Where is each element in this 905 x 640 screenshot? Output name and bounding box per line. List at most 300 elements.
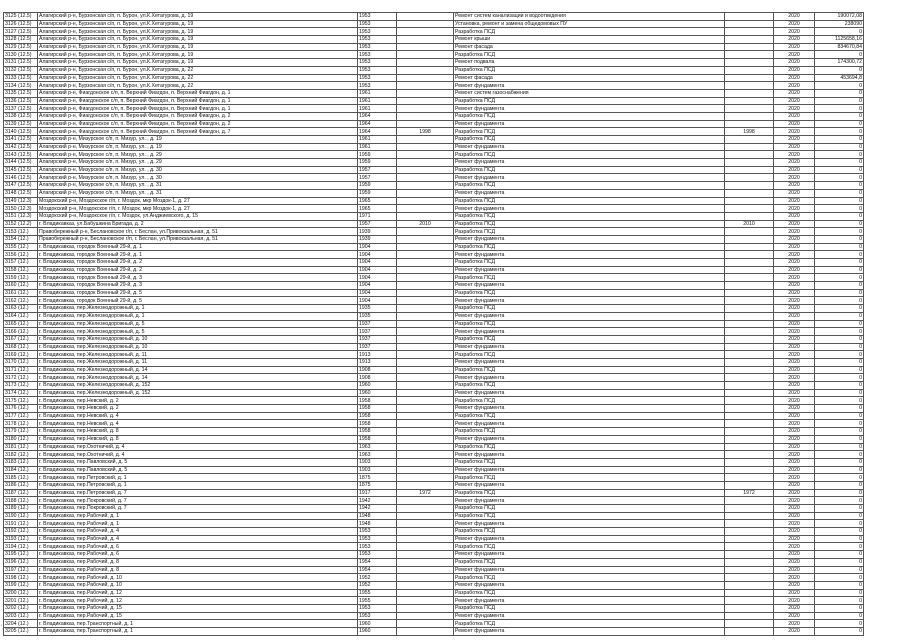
row-number: 3163 (12.) — [4, 305, 38, 313]
work-type-cell: Разработка ПСД — [454, 259, 725, 267]
last-repair-year-cell — [725, 374, 774, 382]
build-year-cell: 1952 — [358, 581, 397, 589]
build-year-cell: 1913 — [358, 351, 397, 359]
planned-year-cell: 2020 — [774, 205, 815, 213]
work-type-cell: Разработка ПСД — [454, 458, 725, 466]
overhaul-year-cell — [397, 366, 454, 374]
cost-cell: 0 — [815, 474, 864, 482]
row-number: 3155 (12.) — [4, 243, 38, 251]
planned-year-cell: 2020 — [774, 581, 815, 589]
planned-year-cell: 2020 — [774, 112, 815, 120]
table-row — [4, 328, 864, 336]
row-number: 3158 (12.) — [4, 266, 38, 274]
planned-year-cell: 2020 — [774, 558, 815, 566]
planned-year-cell: 2020 — [774, 36, 815, 44]
planned-year-cell: 2020 — [774, 604, 815, 612]
work-type-cell: Разработка ПСД — [454, 620, 725, 628]
address-cell: г. Владикавказ, пер.Невский, д. 8 — [38, 435, 358, 443]
row-number: 3186 (12.) — [4, 481, 38, 489]
overhaul-year-cell — [397, 59, 454, 67]
table-row — [4, 120, 864, 128]
planned-year-cell: 2020 — [774, 235, 815, 243]
work-type-cell: Разработка ПСД — [454, 512, 725, 520]
planned-year-cell: 2020 — [774, 97, 815, 105]
overhaul-year-cell — [397, 305, 454, 313]
table-row — [4, 589, 864, 597]
address-cell: Алагирский р-н, Мизурское с/п, п. Мизур, ул. , д. 19 — [38, 143, 358, 151]
overhaul-year-cell — [397, 481, 454, 489]
work-type-cell: Ремонт систем газоснабжения — [454, 89, 725, 97]
build-year-cell: 1954 — [358, 558, 397, 566]
address-cell: Алагирский р-н, Фиагдонское с/п, п. Верхний Фиагдон, п. Верхний Фиагдон, д. 2 — [38, 112, 358, 120]
planned-year-cell: 2020 — [774, 82, 815, 90]
row-number: 3205 (12.) — [4, 628, 38, 636]
last-repair-year-cell — [725, 382, 774, 390]
cost-cell: 0 — [815, 458, 864, 466]
cost-cell: 0 — [815, 512, 864, 520]
table-row — [4, 412, 864, 420]
work-type-cell: Ремонт фундамента — [454, 297, 725, 305]
last-repair-year-cell — [725, 505, 774, 513]
cost-cell: 0 — [815, 128, 864, 136]
address-cell: г. Владикавказ, пер.Железнодорожный, д. 10 — [38, 335, 358, 343]
build-year-cell: 1957 — [358, 174, 397, 182]
address-cell: г. Владикавказ, пер.Рабочий, д. 4 — [38, 535, 358, 543]
planned-year-cell: 2020 — [774, 535, 815, 543]
table-body — [4, 13, 864, 636]
planned-year-cell: 2020 — [774, 312, 815, 320]
row-number: 3196 (12.) — [4, 558, 38, 566]
cost-cell: 0 — [815, 358, 864, 366]
last-repair-year-cell — [725, 474, 774, 482]
last-repair-year-cell — [725, 458, 774, 466]
address-cell: г. Владикавказ, городок Военный 29-й, д. 5 — [38, 297, 358, 305]
cost-cell: 0 — [815, 282, 864, 290]
address-cell: г. Владикавказ, пер.Железнодорожный, д. 14 — [38, 366, 358, 374]
work-type-cell: Разработка ПСД — [454, 474, 725, 482]
overhaul-year-cell — [397, 182, 454, 190]
last-repair-year-cell — [725, 397, 774, 405]
table-row — [4, 335, 864, 343]
build-year-cell: 1964 — [358, 128, 397, 136]
table-row — [4, 366, 864, 374]
build-year-cell: 1942 — [358, 497, 397, 505]
cost-cell: 0 — [815, 612, 864, 620]
overhaul-year-cell — [397, 89, 454, 97]
planned-year-cell: 2020 — [774, 458, 815, 466]
build-year-cell: 1965 — [358, 197, 397, 205]
work-type-cell: Ремонт фундамента — [454, 481, 725, 489]
address-cell: г. Владикавказ, пер.Рабочий, д. 8 — [38, 558, 358, 566]
cost-cell: 0 — [815, 397, 864, 405]
last-repair-year-cell — [725, 197, 774, 205]
build-year-cell: 1961 — [358, 136, 397, 144]
planned-year-cell: 2020 — [774, 328, 815, 336]
table-row — [4, 297, 864, 305]
planned-year-cell: 2020 — [774, 182, 815, 190]
build-year-cell: 1958 — [358, 405, 397, 413]
table-row — [4, 235, 864, 243]
row-number: 3188 (12.) — [4, 497, 38, 505]
last-repair-year-cell — [725, 435, 774, 443]
build-year-cell: 1935 — [358, 305, 397, 313]
overhaul-year-cell — [397, 535, 454, 543]
address-cell: г. Владикавказ, пер.Рабочий, д. 6 — [38, 551, 358, 559]
address-cell: г. Владикавказ, пер.Железнодорожный, д. 14 — [38, 374, 358, 382]
row-number: 3197 (12.) — [4, 566, 38, 574]
cost-cell: 0 — [815, 435, 864, 443]
last-repair-year-cell — [725, 343, 774, 351]
overhaul-year-cell — [397, 228, 454, 236]
work-type-cell: Разработка ПСД — [454, 382, 725, 390]
address-cell: г. Владикавказ, пер.Рабочий, д. 12 — [38, 589, 358, 597]
build-year-cell: 1954 — [358, 566, 397, 574]
table-row — [4, 220, 864, 228]
work-type-cell: Ремонт фасада — [454, 74, 725, 82]
row-number: 3170 (12.) — [4, 358, 38, 366]
cost-cell: 0 — [815, 82, 864, 90]
row-number: 3147 (12.5) — [4, 182, 38, 190]
address-cell: г. Владикавказ, пер.Железнодорожный, д. 11 — [38, 351, 358, 359]
overhaul-year-cell — [397, 189, 454, 197]
build-year-cell: 1903 — [358, 458, 397, 466]
address-cell: г. Владикавказ, пер.Рабочий, д. 1 — [38, 512, 358, 520]
planned-year-cell: 2020 — [774, 66, 815, 74]
work-type-cell: Ремонт фундамента — [454, 435, 725, 443]
row-number: 3192 (12.) — [4, 528, 38, 536]
table-row — [4, 174, 864, 182]
last-repair-year-cell — [725, 551, 774, 559]
planned-year-cell: 2020 — [774, 520, 815, 528]
last-repair-year-cell — [725, 620, 774, 628]
cost-cell: 0 — [815, 551, 864, 559]
last-repair-year-cell — [725, 143, 774, 151]
row-number: 3165 (12.) — [4, 320, 38, 328]
table-row — [4, 389, 864, 397]
last-repair-year-cell — [725, 36, 774, 44]
build-year-cell: 1942 — [358, 505, 397, 513]
last-repair-year-cell — [725, 105, 774, 113]
work-type-cell: Ремонт фундамента — [454, 451, 725, 459]
overhaul-year-cell — [397, 205, 454, 213]
row-number: 3202 (12.) — [4, 604, 38, 612]
address-cell: Алагирский р-н, Фиагдонское с/п, п. Верхний Фиагдон, п. Верхний Фиагдон, д. 1 — [38, 89, 358, 97]
last-repair-year-cell — [725, 174, 774, 182]
planned-year-cell: 2020 — [774, 366, 815, 374]
cost-cell: 0 — [815, 628, 864, 636]
table-row — [4, 259, 864, 267]
planned-year-cell: 2020 — [774, 212, 815, 220]
address-cell: Моздокский р-н, Моздокское г/п, г. Моздок, мкр Моздок-1, д. 27 — [38, 205, 358, 213]
address-cell: г. Владикавказ, пер.Рабочий, д. 15 — [38, 604, 358, 612]
last-repair-year-cell — [725, 628, 774, 636]
address-cell: г. Владикавказ, пер.Транспортный, д. 1 — [38, 620, 358, 628]
overhaul-year-cell — [397, 343, 454, 351]
row-number: 3185 (12.) — [4, 474, 38, 482]
overhaul-year-cell — [397, 589, 454, 597]
address-cell: Алагирский р-н, Бурзонская с/п, п. Бурон, ул.К.Хетагурова, д. 19 — [38, 20, 358, 28]
planned-year-cell: 2020 — [774, 197, 815, 205]
work-type-cell: Разработка ПСД — [454, 112, 725, 120]
build-year-cell: 1953 — [358, 59, 397, 67]
row-number: 3169 (12.) — [4, 351, 38, 359]
work-type-cell: Ремонт фундамента — [454, 266, 725, 274]
address-cell: г. Владикавказ, пер.Павловский, д. 5 — [38, 458, 358, 466]
work-type-cell: Разработка ПСД — [454, 366, 725, 374]
work-type-cell: Ремонт фундамента — [454, 405, 725, 413]
build-year-cell: 1953 — [358, 36, 397, 44]
table-row — [4, 251, 864, 259]
build-year-cell: 1960 — [358, 382, 397, 390]
work-type-cell: Ремонт фундамента — [454, 120, 725, 128]
build-year-cell: 1963 — [358, 443, 397, 451]
work-type-cell: Разработка ПСД — [454, 182, 725, 190]
planned-year-cell: 2020 — [774, 489, 815, 497]
planned-year-cell: 2020 — [774, 289, 815, 297]
row-number: 3160 (12.) — [4, 282, 38, 290]
build-year-cell: 1904 — [358, 297, 397, 305]
cost-cell: 0 — [815, 235, 864, 243]
row-number: 3175 (12.) — [4, 397, 38, 405]
address-cell: Моздокский р-н, Моздокское г/п, г. Моздок, ул.Анджиевского, д. 15 — [38, 212, 358, 220]
planned-year-cell: 2020 — [774, 543, 815, 551]
address-cell: г. Владикавказ, пер.Рабочий, д. 6 — [38, 543, 358, 551]
build-year-cell: 1958 — [358, 435, 397, 443]
build-year-cell: 1964 — [358, 112, 397, 120]
row-number: 3180 (12.) — [4, 435, 38, 443]
last-repair-year-cell — [725, 13, 774, 21]
planned-year-cell: 2020 — [774, 397, 815, 405]
planned-year-cell: 2020 — [774, 266, 815, 274]
cost-cell: 0 — [815, 159, 864, 167]
work-type-cell: Ремонт фундамента — [454, 343, 725, 351]
cost-cell: 0 — [815, 197, 864, 205]
planned-year-cell: 2020 — [774, 412, 815, 420]
overhaul-year-cell — [397, 412, 454, 420]
overhaul-year-cell — [397, 466, 454, 474]
work-type-cell: Разработка ПСД — [454, 97, 725, 105]
cost-cell: 0 — [815, 581, 864, 589]
overhaul-year-cell — [397, 528, 454, 536]
build-year-cell: 1959 — [358, 189, 397, 197]
table-row — [4, 382, 864, 390]
row-number: 3134 (12.5) — [4, 82, 38, 90]
overhaul-year-cell — [397, 604, 454, 612]
cost-cell: 0 — [815, 97, 864, 105]
last-repair-year-cell — [725, 428, 774, 436]
row-number: 3166 (12.) — [4, 328, 38, 336]
build-year-cell: 1958 — [358, 397, 397, 405]
address-cell: г. Владикавказ, пер.Петровский, д. 1 — [38, 481, 358, 489]
table-row — [4, 558, 864, 566]
build-year-cell: 1958 — [358, 428, 397, 436]
last-repair-year-cell — [725, 274, 774, 282]
work-type-cell: Ремонт фундамента — [454, 358, 725, 366]
planned-year-cell: 2020 — [774, 74, 815, 82]
row-number: 3153 (12.) — [4, 228, 38, 236]
table-row — [4, 274, 864, 282]
build-year-cell: 1959 — [358, 151, 397, 159]
overhaul-year-cell — [397, 259, 454, 267]
table-row — [4, 451, 864, 459]
table-row — [4, 405, 864, 413]
address-cell: г. Владикавказ, пер.Железнодорожный, д. 5 — [38, 320, 358, 328]
table-row — [4, 36, 864, 44]
overhaul-year-cell — [397, 197, 454, 205]
row-number: 3146 (12.5) — [4, 174, 38, 182]
last-repair-year-cell — [725, 305, 774, 313]
build-year-cell: 1913 — [358, 358, 397, 366]
address-cell: Алагирский р-н, Бурзонская с/п, п. Бурон, ул.К.Хетагурова, д. 19 — [38, 51, 358, 59]
overhaul-year-cell — [397, 320, 454, 328]
address-cell: Алагирский р-н, Фиагдонское с/п, п. Верхний Фиагдон, п. Верхний Фиагдон, д. 1 — [38, 105, 358, 113]
table-row — [4, 197, 864, 205]
table-row — [4, 458, 864, 466]
build-year-cell: 1953 — [358, 43, 397, 51]
margin-mark: ', — [1, 625, 4, 631]
work-type-cell: Ремонт фундамента — [454, 597, 725, 605]
planned-year-cell: 2020 — [774, 282, 815, 290]
overhaul-year-cell — [397, 581, 454, 589]
table-row — [4, 520, 864, 528]
row-number: 3173 (12.) — [4, 382, 38, 390]
row-number: 3194 (12.) — [4, 543, 38, 551]
planned-year-cell: 2020 — [774, 59, 815, 67]
row-number: 3174 (12.) — [4, 389, 38, 397]
overhaul-year-cell — [397, 574, 454, 582]
build-year-cell: 1964 — [358, 120, 397, 128]
last-repair-year-cell: 2010 — [725, 220, 774, 228]
work-type-cell: Разработка ПСД — [454, 228, 725, 236]
last-repair-year-cell — [725, 566, 774, 574]
last-repair-year-cell — [725, 443, 774, 451]
row-number: 3142 (12.5) — [4, 143, 38, 151]
planned-year-cell: 2020 — [774, 228, 815, 236]
row-number: 3168 (12.) — [4, 343, 38, 351]
row-number: 3133 (12.5) — [4, 74, 38, 82]
table-row — [4, 628, 864, 636]
work-type-cell: Ремонт фундамента — [454, 328, 725, 336]
table-row — [4, 89, 864, 97]
overhaul-year-cell — [397, 428, 454, 436]
overhaul-year-cell — [397, 474, 454, 482]
build-year-cell: 1904 — [358, 251, 397, 259]
overhaul-year-cell — [397, 351, 454, 359]
table-row — [4, 497, 864, 505]
address-cell: Алагирский р-н, Мизурское с/п, п. Мизур, ул. , д. 29 — [38, 151, 358, 159]
last-repair-year-cell — [725, 120, 774, 128]
overhaul-year-cell — [397, 497, 454, 505]
build-year-cell: 1953 — [358, 528, 397, 536]
row-number: 3131 (12.5) — [4, 59, 38, 67]
row-number: 3172 (12.) — [4, 374, 38, 382]
build-year-cell: 1958 — [358, 420, 397, 428]
row-number: 3167 (12.) — [4, 335, 38, 343]
cost-cell: 0 — [815, 558, 864, 566]
row-number: 3143 (12.5) — [4, 151, 38, 159]
build-year-cell: 1959 — [358, 159, 397, 167]
address-cell: г. Владикавказ, пер.Рабочий, д. 4 — [38, 528, 358, 536]
table-row — [4, 351, 864, 359]
row-number: 3179 (12.) — [4, 428, 38, 436]
planned-year-cell: 2020 — [774, 151, 815, 159]
planned-year-cell: 2020 — [774, 120, 815, 128]
work-type-cell: Разработка ПСД — [454, 151, 725, 159]
planned-year-cell: 2020 — [774, 51, 815, 59]
planned-year-cell: 2020 — [774, 620, 815, 628]
last-repair-year-cell — [725, 82, 774, 90]
table-row — [4, 13, 864, 21]
build-year-cell: 1875 — [358, 474, 397, 482]
work-type-cell: Разработка ПСД — [454, 66, 725, 74]
row-number: 3200 (12.) — [4, 589, 38, 597]
address-cell: г. Владикавказ, пер.Железнодорожный, д. 152 — [38, 382, 358, 390]
cost-cell: 0 — [815, 120, 864, 128]
row-number: 3148 (12.5) — [4, 189, 38, 197]
row-number: 3129 (12.5) — [4, 43, 38, 51]
last-repair-year-cell — [725, 136, 774, 144]
planned-year-cell: 2020 — [774, 612, 815, 620]
last-repair-year-cell — [725, 289, 774, 297]
cost-cell: 0 — [815, 343, 864, 351]
planned-year-cell: 2020 — [774, 505, 815, 513]
cost-cell: 0 — [815, 228, 864, 236]
build-year-cell: 1953 — [358, 66, 397, 74]
row-number: 3137 (12.5) — [4, 105, 38, 113]
last-repair-year-cell — [725, 74, 774, 82]
last-repair-year-cell — [725, 166, 774, 174]
overhaul-year-cell — [397, 112, 454, 120]
build-year-cell: 1965 — [358, 205, 397, 213]
table-row — [4, 343, 864, 351]
build-year-cell: 1953 — [358, 74, 397, 82]
address-cell: Алагирский р-н, Мизурское с/п, п. Мизур, ул. , д. 31 — [38, 182, 358, 190]
build-year-cell: 1961 — [358, 97, 397, 105]
table-row — [4, 97, 864, 105]
overhaul-year-cell — [397, 566, 454, 574]
planned-year-cell: 2020 — [774, 166, 815, 174]
overhaul-year-cell: 2010 — [397, 220, 454, 228]
row-number: 3164 (12.) — [4, 312, 38, 320]
overhaul-year-cell — [397, 512, 454, 520]
last-repair-year-cell: 1998 — [725, 128, 774, 136]
last-repair-year-cell — [725, 481, 774, 489]
work-type-cell: Разработка ПСД — [454, 305, 725, 313]
cost-cell: 0 — [815, 497, 864, 505]
planned-year-cell: 2020 — [774, 220, 815, 228]
work-type-cell: Ремонт крыши — [454, 36, 725, 44]
address-cell: г. Владикавказ, городок Военный 29-й, д. 2 — [38, 259, 358, 267]
planned-year-cell: 2020 — [774, 351, 815, 359]
cost-cell: 190072,08 — [815, 13, 864, 21]
cost-cell: 0 — [815, 189, 864, 197]
table-row — [4, 597, 864, 605]
last-repair-year-cell — [725, 159, 774, 167]
overhaul-year-cell — [397, 66, 454, 74]
overhaul-year-cell — [397, 297, 454, 305]
table-row — [4, 528, 864, 536]
table-row — [4, 420, 864, 428]
row-number: 3138 (12.5) — [4, 112, 38, 120]
work-type-cell: Ремонт фундамента — [454, 312, 725, 320]
address-cell: г. Владикавказ, пер.Рабочий, д. 12 — [38, 597, 358, 605]
overhaul-year-cell — [397, 74, 454, 82]
cost-cell: 0 — [815, 151, 864, 159]
build-year-cell: 1960 — [358, 389, 397, 397]
overhaul-year-cell — [397, 136, 454, 144]
work-type-cell: Разработка ПСД — [454, 489, 725, 497]
work-type-cell: Разработка ПСД — [454, 274, 725, 282]
